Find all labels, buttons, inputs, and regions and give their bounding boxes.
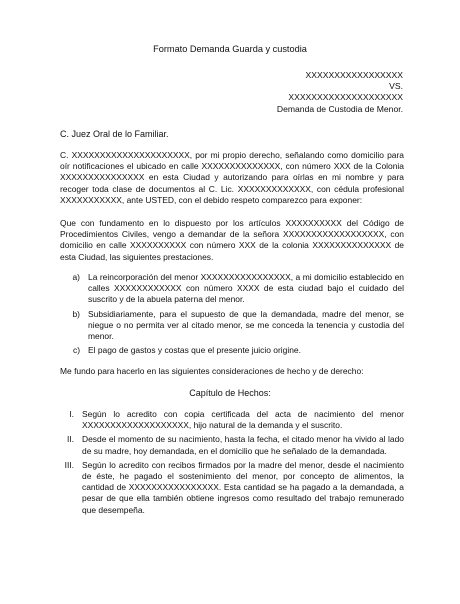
intro-paragraph: C. XXXXXXXXXXXXXXXXXXXXX, por mi propio derecho, señalando como domicilio para oír notificaciones el ubicado en calle XXXXXXXXXXXXXX, con número XXX de la Colonia XXXXXXXXXXXXXXX en esta Ciudad y autorizando para oírlas en mi nombre y para recoger toda clase de documentos al C. Lic. XXXXXXXXXXXXX, con cédula profesional XXXXXXXXXXX, ante USTED, con el debido respeto comparezco para exponer: [60,150,404,205]
addressee: C. Juez Oral de lo Familiar. [60,129,169,139]
list-item-text: La reincorporación del menor XXXXXXXXXXXXXXXX, a mi domicilio establecido en calles XXXXXXXXXXXX con número XXXX de esta ciudad bajo el cuidado del suscrito y de la abuela paterna del menor. [88,272,404,305]
case-header [277,70,403,115]
list-item [60,272,404,306]
list-item [60,434,404,456]
case-plaintiff: XXXXXXXXXXXXXXXXX [305,70,403,80]
list-item [60,309,404,343]
list-item [60,409,404,431]
prestaciones-list [60,272,404,359]
hechos-list [60,409,404,519]
case-versus: VS. [389,81,403,92]
grounds-paragraph: Me fundo para hacerlo en las siguientes consideraciones de hecho y de derecho: [60,366,364,376]
case-subject: Demanda de Custodia de Menor. [276,103,403,114]
list-item [60,345,404,356]
list-marker: III. [64,459,74,470]
list-item-text: Según lo acredito con recibos firmados por la madre del menor, desde el nacimiento de éste, he pagado el sostenimiento del menor, por concepto de alimentos, la cantidad de XXXXXXXXXXXXXXXX. Esta cantidad se ha pagado a la demandada, a pesar de que ella también obtiene ingresos como resultado del trabajo remunerado que desempeña. [82,459,404,515]
chapter-title: Capítulo de Hechos: [189,388,271,398]
list-marker: b) [72,308,80,319]
list-item [60,460,404,516]
list-marker: I. [69,409,74,419]
list-item-text: Según lo acredito con copia certificada del acta de nacimiento del menor XXXXXXXXXXXXXXXXXXX, hijo natural de la demanda y el suscrito. [82,409,404,431]
list-item-text: El pago de gastos y costas que el presente juicio origine. [88,345,301,356]
list-marker: c) [72,345,80,356]
list-marker: a) [72,272,80,282]
list-item-text: Subsidiariamente, para el supuesto de que la demandada, madre del menor, se niegue o no permita ver al citado menor, se me conceda la tenencia y custodia del menor. [88,308,404,342]
list-item-text: Desde el momento de su nacimiento, hasta la fecha, el citado menor ha vivido al lado de su madre, hoy demandada, en el domicilio que he señalado de la demandada. [82,434,404,456]
claim-paragraph: Que con fundamento en lo dispuesto por los artículos XXXXXXXXXX del Código de Procedimientos Civiles, vengo a demandar de la señora XXXXXXXXXXXXXXXXXX, con domicilio en calle XXXXXXXXXX con número XXX de la colonia XXXXXXXXXXXXXX de esta Ciudad, las siguientes prestaciones. [60,218,404,262]
list-marker: II. [66,434,74,445]
case-defendant: XXXXXXXXXXXXXXXXXXXX [288,92,403,103]
document-title: Formato Demanda Guarda y custodia [153,44,307,54]
